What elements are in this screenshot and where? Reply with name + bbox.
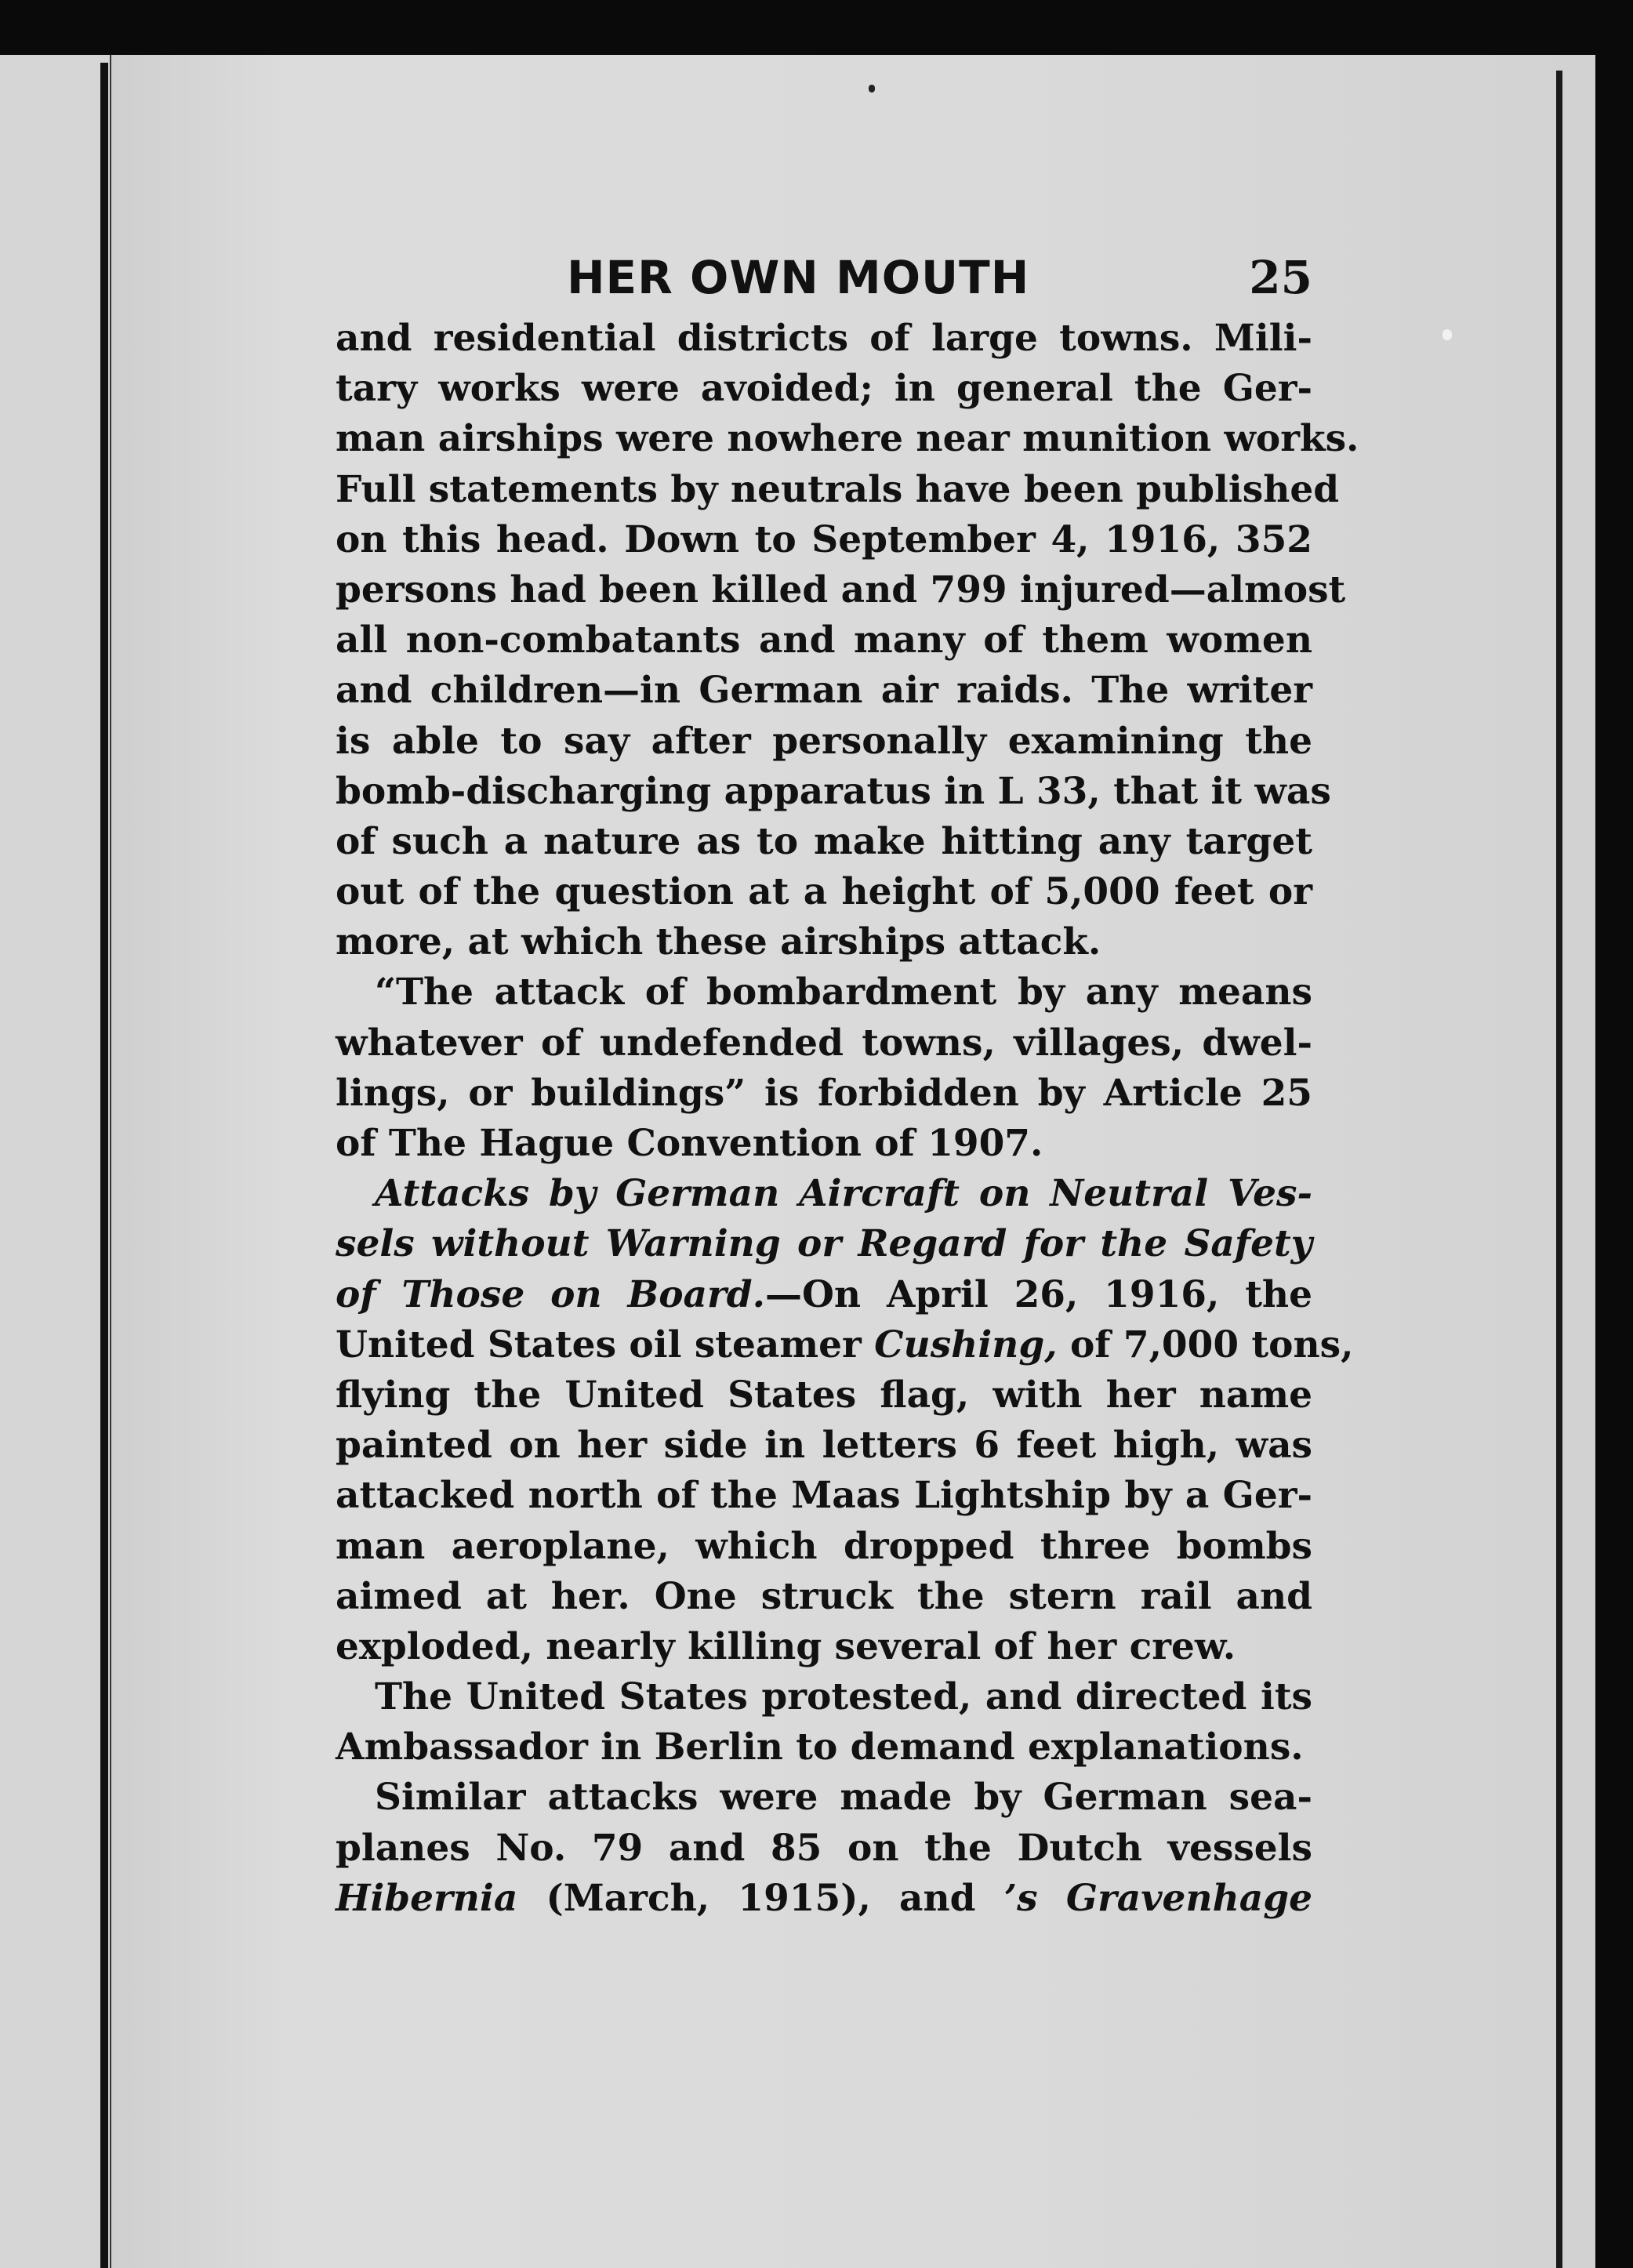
text-line [336,565,1346,615]
text-segment: attacked north of the Maas Lightship by a Ger- [336,1474,1312,1518]
text-segment: of 7,000 tons, [1057,1323,1354,1366]
italic-text-segment: of Those on Board. [336,1272,765,1316]
text-line [336,1421,1312,1471]
text-line [336,1522,1312,1572]
text-segment: exploded, nearly killing several of her crew. [336,1624,1236,1668]
text-line [336,465,1340,515]
text-segment: of such a nature as to make hitting any target [336,819,1312,863]
text-segment: all non-combatants and many of them women [336,619,1312,662]
text-segment: painted on her side in letters 6 feet high, was [336,1424,1312,1468]
text-segment: aimed at her. One struck the stern rail and [336,1574,1312,1618]
page-text-block [336,251,1359,1924]
text-segment: more, at which these airships attack. [336,920,1101,964]
text-line [336,1823,1312,1874]
scan-top-border [0,0,1633,56]
text-segment: Full statements by neutrals have been published [336,467,1340,511]
text-line [336,1069,1312,1119]
text-segment: bomb-discharging apparatus in L 33, that it was [336,769,1331,813]
text-segment: man airships were nowhere near munition works. [336,417,1359,461]
text-segment: (March, 1915), and [517,1876,1004,1920]
text-line [336,1320,1354,1370]
page-right-edge-line [1556,71,1562,2268]
italic-text-segment: Hibernia [336,1876,518,1920]
text-segment: The United States protested, and directed its [375,1675,1312,1719]
text-line [336,867,1312,917]
text-line [336,1672,1312,1722]
text-segment: “The attack of bombardment by any means [375,971,1312,1014]
text-segment: whatever of undefended towns, villages, dwel- [336,1021,1312,1065]
text-line [336,1018,1312,1069]
text-segment: is able to say after personally examining the [336,719,1312,763]
text-segment: and residential districts of large towns. Mili- [336,317,1312,360]
italic-text-segment: ’s Gravenhage [1003,1876,1312,1920]
text-segment: out of the question at a height of 5,000 feet or [336,870,1312,914]
binding-edge-line [100,63,108,2268]
scan-right-border [1595,0,1633,2268]
text-segment: flying the United States flag, with her name [336,1373,1312,1417]
text-line [336,1622,1312,1672]
text-line [336,1169,1312,1219]
page-number: 25 [1249,251,1312,304]
text-line [336,717,1312,767]
text-line [336,1270,1312,1320]
text-line [336,1219,1312,1269]
italic-text-segment: Attacks by German Aircraft on Neutral Ves- [375,1172,1312,1216]
scan-speck [1442,329,1452,340]
text-line [336,967,1312,1018]
text-line [336,767,1331,817]
text-segment: Ambassador in Berlin to demand explanations. [336,1725,1304,1769]
text-line [336,414,1359,464]
text-line [336,1370,1312,1421]
text-segment: and children—in German air raids. The writer [336,669,1312,713]
text-line [336,1471,1312,1521]
text-segment: planes No. 79 and 85 on the Dutch vessels [336,1826,1312,1870]
text-line [336,1874,1312,1924]
italic-text-segment: sels without Warning or Regard for the Safety [336,1222,1312,1266]
text-segment: of The Hague Convention of 1907. [336,1122,1043,1165]
text-line [336,1722,1312,1773]
text-line [336,917,1312,967]
text-line [336,1773,1312,1823]
text-segment: on this head. Down to September 4, 1916, 352 [336,517,1312,561]
text-line [336,515,1312,565]
text-segment: Similar attacks were made by German sea- [375,1776,1312,1820]
text-segment: tary works were avoided; in general the Ger- [336,367,1312,411]
text-segment: —On April 26, 1916, the [764,1272,1312,1316]
italic-text-segment: Cushing, [874,1323,1058,1366]
text-line [336,615,1312,666]
body-text [336,314,1359,1924]
text-line [336,817,1312,867]
text-line [336,1119,1312,1169]
text-segment: United States oil steamer [336,1323,875,1366]
running-head [336,251,1312,314]
text-line [336,314,1312,364]
text-segment: lings, or buildings” is forbidden by Article 25 [336,1071,1312,1115]
text-segment: man aeroplane, which dropped three bombs [336,1524,1312,1568]
text-line [336,364,1312,414]
text-line [336,1572,1312,1622]
text-line [336,666,1312,716]
running-head-title: HER OWN MOUTH [567,251,1030,304]
text-segment: persons had been killed and 799 injured—almost [336,568,1346,611]
scan-speck [869,85,875,93]
